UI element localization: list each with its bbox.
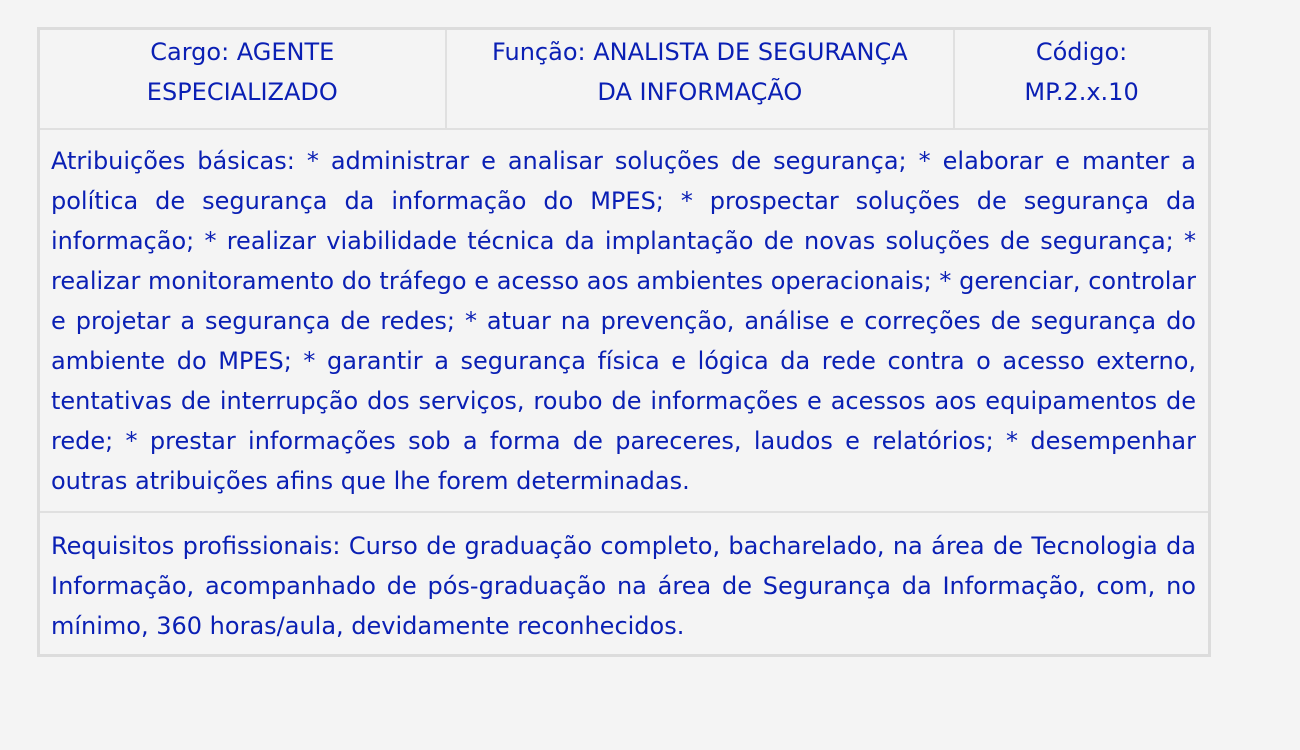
funcao-cell bbox=[446, 29, 955, 130]
header-row bbox=[39, 29, 1210, 130]
requisitos-row bbox=[39, 512, 1210, 656]
job-description-table bbox=[37, 27, 1211, 657]
requisitos-text: Requisitos profissionais: Curso de graduação completo, bacharelado, na área de Tecnologia da Informação, acompanhado de pós-graduação na área de Segurança da Informação, com, no mínimo, 360 horas/aula, devidamente reconhecidos. bbox=[39, 512, 1210, 656]
codigo-label-line2: MP.2.x.10 bbox=[1024, 78, 1139, 106]
funcao-label-line1: Função: ANALISTA DE SEGURANÇA bbox=[492, 38, 908, 66]
cargo-cell bbox=[39, 29, 446, 130]
atribuicoes-text: Atribuições básicas: * administrar e analisar soluções de segurança; * elaborar e manter a política de segurança da informação do MPES; * prospectar soluções de segurança da informação; * realizar viabilidade técnica da implantação de novas soluções de segurança; * realizar monitoramento do tráfego e acesso aos ambientes operacionais; * gerenciar, controlar e projetar a segurança de redes; * atuar na prevenção, análise e correções de segurança do ambiente do MPES; * garantir a segurança física e lógica da rede contra o acesso externo, tentativas de interrupção dos serviços, roubo de informações e acessos aos equipamentos de rede; * prestar informações sob a forma de pareceres, laudos e relatórios; * desempenhar outras atribuições afins que lhe forem determinadas. bbox=[39, 129, 1210, 512]
codigo-label-line1: Código: bbox=[1035, 38, 1128, 66]
atribuicoes-row bbox=[39, 129, 1210, 512]
funcao-label-line2: DA INFORMAÇÃO bbox=[597, 78, 803, 106]
codigo-cell bbox=[954, 29, 1209, 130]
cargo-label-line1: Cargo: AGENTE bbox=[150, 38, 335, 66]
cargo-label-line2: ESPECIALIZADO bbox=[146, 78, 338, 106]
